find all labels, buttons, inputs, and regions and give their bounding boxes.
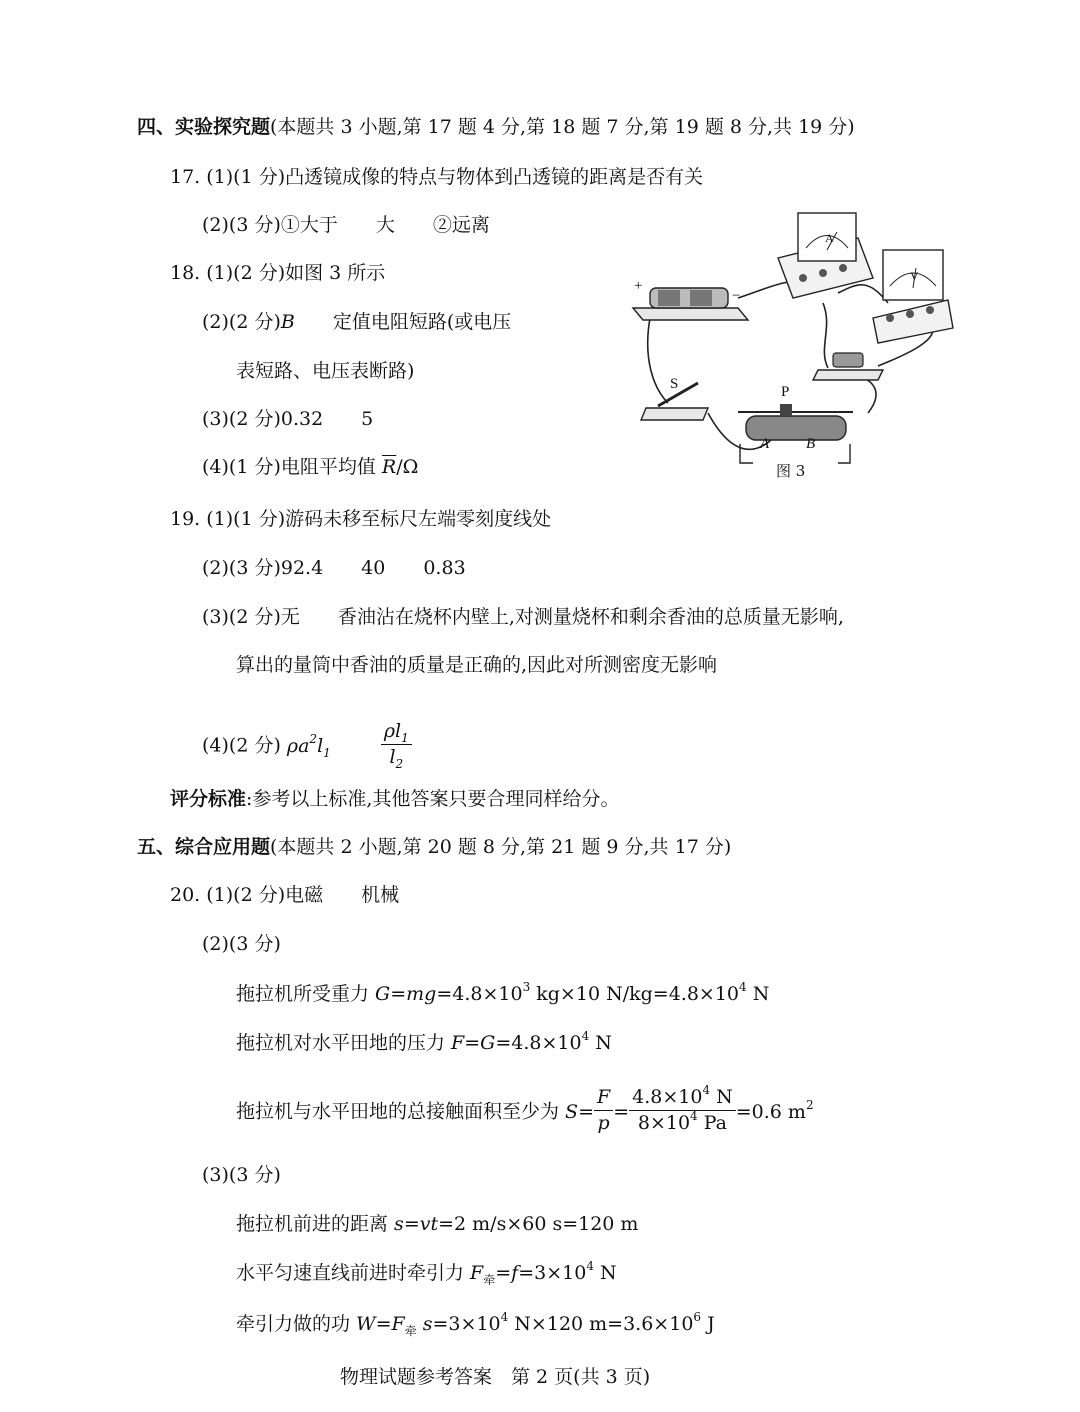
gravity-label: 拖拉机所受重力 [236,983,376,1005]
q19-formula-mass: $\rho a^2l_1$ [286,731,331,760]
q20-work-line [236,1310,715,1338]
traction-label: 水平匀速直线前进时牵引力 [236,1262,471,1284]
mean-resistance-symbol: $\overline{R}$ [381,456,397,478]
q20-pressure-line [236,1029,612,1054]
grading-text: :参考以上标准,其他答案只要合理同样给分。 [246,788,620,810]
battery-plus-label: + [634,278,643,294]
q20-gravity-line [236,980,770,1005]
section4-note: (本题共 3 小题,第 17 题 4 分,第 18 题 7 分,第 19 题 8 分,共 19 分) [270,116,855,138]
section4-title: 四、实验探究题 [137,116,271,138]
q18-part3: (3)(2 分)0.32 5 [202,408,374,430]
wire-ammeter-voltmeter [838,285,888,303]
q18-part2 [202,313,511,332]
fixed-resistor [813,353,883,380]
section5-heading [137,838,731,857]
q18-part1: 18. (1)(2 分)如图 3 所示 [170,262,386,284]
q20-part1: 20. (1)(2 分)电磁 机械 [170,884,400,906]
area-formula: S= $\frac{F}{p}$ = $\frac{4.8\times 10^4 N}{8\times 10^4 Pa}$ =0.6 $m^2$ [565,1083,814,1134]
battery [633,288,748,320]
q20-traction-line [236,1259,617,1287]
q19-formula-density: $\frac{\rho l_1}{l_2}$ [381,722,412,767]
circuit-figure [628,208,958,498]
voltmeter-symbol: V [910,269,919,283]
q17-part1: 17. (1)(1 分)凸透镜成像的特点与物体到凸透镜的距离是否有关 [170,166,704,188]
pressure-label: 拖拉机对水平田地的压力 [236,1032,452,1054]
q19-part1: 19. (1)(1 分)游码未移至标尺左端零刻度线处 [170,508,552,530]
q18-part4-unit: /Ω [396,456,419,478]
figure3-caption: 图 3 [776,462,806,480]
grading-label: 评分标准 [170,788,247,810]
battery-minus-label: − [732,288,741,304]
distance-formula: s=vt=2 m/s×60 s=120 m [394,1213,639,1235]
section4-heading [137,118,855,137]
q19-part4-prefix: (4)(2 分) [202,734,281,757]
distance-label: 拖拉机前进的距离 [236,1213,395,1235]
q20-part3: (3)(3 分) [202,1164,281,1186]
slider-label: P [781,384,790,400]
traction-formula: $F_牵=f=3\times 10^4$ N [470,1259,617,1287]
terminal-b-label: B [806,436,816,452]
q19-part3: (3)(2 分)无 香油沾在烧杯内壁上,对测量烧杯和剩余香油的总质量无影响, [202,606,844,628]
q18-part4 [202,458,418,477]
q18-part2-answer: B [280,311,295,333]
area-label: 拖拉机与水平田地的总接触面积至少为 [236,1100,566,1123]
pressure-formula: $F=G=4.8\times 10^4$ N [451,1029,612,1054]
switch-label: S [670,376,679,392]
section5-note: (本题共 2 小题,第 20 题 8 分,第 21 题 9 分,共 17 分) [270,836,732,858]
section5-title: 五、综合应用题 [137,836,271,858]
grading-note [170,790,619,809]
q18-part2-prefix: (2)(2 分) [202,311,281,333]
q20-part2: (2)(3 分) [202,933,281,955]
ammeter-symbol: A [825,231,834,245]
page-footer: 物理试题参考答案 第 2 页(共 3 页) [340,1366,651,1388]
wire-ammeter-resistor [823,303,828,368]
wire-battery-switch [648,318,668,403]
work-formula: $W=F_牵$ $s=3\times 10^4$ N×120 $m=3.6\times 10^6$ J [356,1310,715,1338]
gravity-formula: $G=mg=4.8\times 10^3$ kg×10 $N/kg=4.8\times 10^4$ N [375,980,770,1005]
q19-part3-continued: 算出的量筒中香油的质量是正确的,因此对所测密度无影响 [236,654,718,676]
q19-part2: (2)(3 分)92.4 40 0.83 [202,557,466,579]
rheostat [738,404,853,463]
voltmeter [873,250,953,343]
q18-part2-rest: 定值电阻短路(或电压 [294,311,512,333]
q19-part4 [202,720,412,771]
q17-part2: (2)(3 分)①大于 大 ②远离 [202,214,490,236]
q20-area-line [236,1083,814,1135]
q18-part4-prefix: (4)(1 分)电阻平均值 [202,456,382,478]
q20-distance-line [236,1215,638,1234]
q18-part2-continued: 表短路、电压表断路) [236,360,415,382]
work-label: 牵引力做的功 [236,1313,357,1335]
terminal-a-label: A [760,436,770,452]
